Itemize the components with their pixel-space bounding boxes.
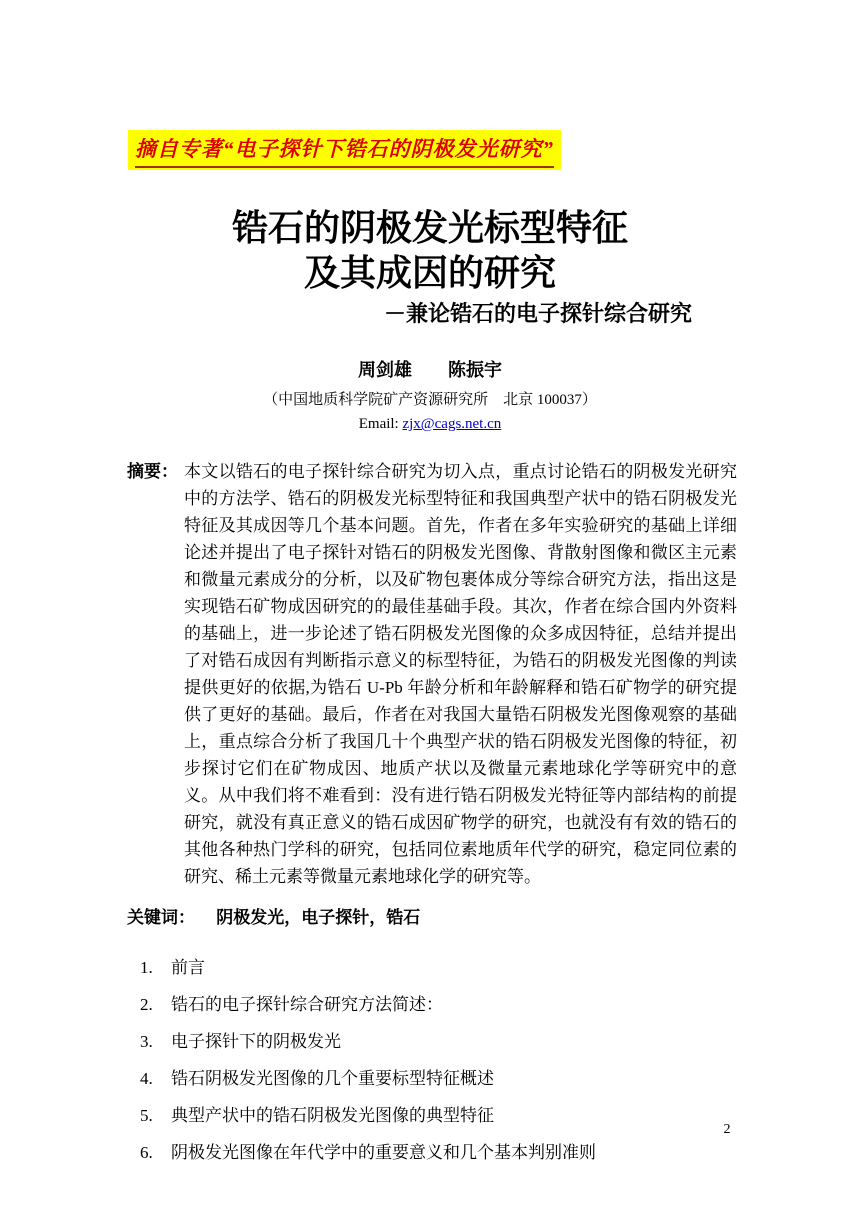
toc-item-label: 电子探针下的阴极发光 <box>171 1032 341 1051</box>
toc-item-label: 锆石的电子探针综合研究方法简述： <box>171 995 443 1014</box>
toc-item <box>140 1107 860 1124</box>
email-link[interactable]: zjx@cags.net.cn <box>402 416 502 432</box>
author-affiliation: （中国地质科学院矿产资源研究所 北京 100037） <box>263 392 597 408</box>
toc-item-number: 1. <box>140 958 153 977</box>
email-label: Email: <box>358 416 399 432</box>
abstract-text: 本文以锆石的电子探针综合研究为切入点，重点讨论锆石的阴极发光研究中的方法学、锆石的阴极发光标型特征和我国典型产状中的锆石阴极发光特征及其成因等几个基本问题。首先，作者在多年实验研究的基础上详细论述并提出了电子探针对锆石的阴极发光图像、背散射图像和微区主元素和微量元素成分的分析，以及矿物包裹体成分等综合研究方法，指出这是实现锆石矿物成因研究的的最佳基础手段。其次，作者在综合国内外资料的基础上，进一步论述了锆石阴极发光图像的众多成因特征，总结并提出了对锆石成因有判断指示意义的标型特征，为锆石的阴极发光图像的判读提供更好的依据,为锆石 U-Pb 年龄分析和年龄解释和锆石矿物学的研究提供了更好的基础。最后，作者在对我国大量锆石阴极发光图像观察的基础上，重点综合分析了我国几十个典型产状的锆石阴极发光图像的特征，初步探讨它们在矿物成因、地质产状以及微量元素地球化学等研究中的意义。从中我们将不难看到：没有进行锆石阴极发光特征等内部结构的前提研究，就没有真正意义的锆石成因矿物学的研究，也就没有有效的锆石的其他各种热门学科的研究，包括同位素地质年代学的研究，稳定同位素的研究、稀土元素等微量元素地球化学的研究等。 <box>184 462 737 886</box>
page-number: 2 <box>723 1122 731 1137</box>
author-names: 周剑雄 陈振宇 <box>358 360 502 380</box>
toc-item-number: 5. <box>140 1106 153 1125</box>
toc-item-label: 典型产状中的锆石阴极发光图像的典型特征 <box>171 1106 494 1125</box>
keywords-text: 阴极发光，电子探针，锆石 <box>216 908 421 927</box>
toc-item <box>140 1070 860 1087</box>
toc-item-label: 前言 <box>171 958 205 977</box>
toc-item-number: 3. <box>140 1032 153 1051</box>
toc-item-label: 锆石阴极发光图像的几个重要标型特征概述 <box>171 1069 494 1088</box>
toc-item-number: 6. <box>140 1143 153 1162</box>
toc-item-label: 阴极发光图像在年代学中的重要意义和几个基本判别准则 <box>171 1143 596 1162</box>
abstract-label: 摘要： <box>127 462 178 481</box>
paper-title <box>0 206 860 296</box>
toc-item <box>140 959 860 976</box>
paper-title-line2: 及其成因的研究 <box>303 253 556 293</box>
banner-row <box>128 0 860 170</box>
abstract-section <box>127 458 737 890</box>
outline-list <box>140 959 860 1161</box>
keywords-label: 关键词： <box>127 908 195 927</box>
toc-item <box>140 1033 860 1050</box>
toc-item-number: 2. <box>140 995 153 1014</box>
email-line <box>0 414 860 434</box>
paper-title-line1: 锆石的阴极发光标型特征 <box>231 208 628 248</box>
toc-item-number: 4. <box>140 1069 153 1088</box>
toc-item <box>140 1144 860 1161</box>
paper-subtitle: －兼论锆石的电子探针综合研究 <box>383 301 692 326</box>
toc-item <box>140 996 860 1013</box>
excerpt-banner <box>128 130 561 170</box>
keywords-line <box>127 907 860 929</box>
excerpt-banner-text: 摘自专著“电子探针下锆石的阴极发光研究” <box>135 133 554 168</box>
